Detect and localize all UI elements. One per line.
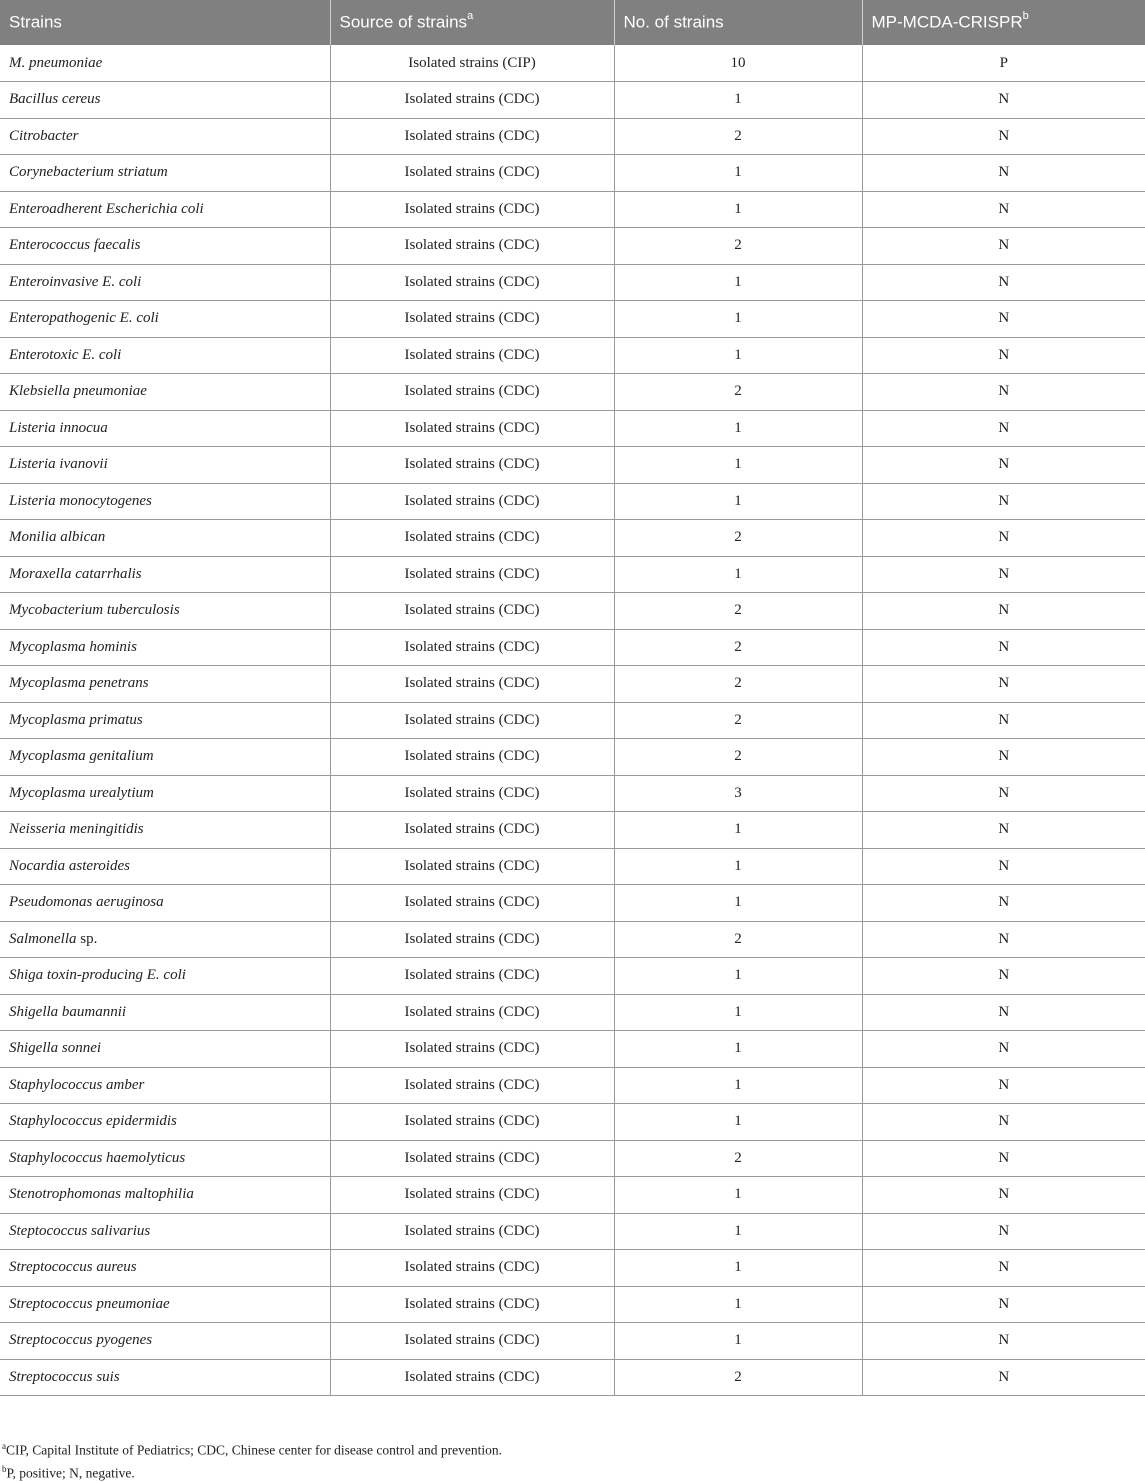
strain-name-cell: Listeria innocua <box>0 410 330 447</box>
strain-name-cell: Salmonella sp. <box>0 921 330 958</box>
source-cell: Isolated strains (CDC) <box>330 702 614 739</box>
strain-name-cell: Klebsiella pneumoniae <box>0 374 330 411</box>
strain-name-cell: Monilia albican <box>0 520 330 557</box>
count-cell: 10 <box>614 45 862 82</box>
table-row <box>0 337 1145 374</box>
count-cell: 1 <box>614 1104 862 1141</box>
strain-name-cell: Bacillus cereus <box>0 82 330 119</box>
result-cell: N <box>862 702 1145 739</box>
count-cell: 2 <box>614 118 862 155</box>
strain-name-cell: Shigella baumannii <box>0 994 330 1031</box>
result-cell: N <box>862 775 1145 812</box>
table-row <box>0 82 1145 119</box>
table-row <box>0 374 1145 411</box>
result-cell: N <box>862 921 1145 958</box>
result-cell: N <box>862 812 1145 849</box>
source-cell: Isolated strains (CDC) <box>330 593 614 630</box>
table-row <box>0 848 1145 885</box>
strain-name-cell: Listeria monocytogenes <box>0 483 330 520</box>
source-cell: Isolated strains (CDC) <box>330 264 614 301</box>
result-cell: N <box>862 1140 1145 1177</box>
source-cell: Isolated strains (CDC) <box>330 1031 614 1068</box>
count-cell: 1 <box>614 82 862 119</box>
header-source-of-strains: Source of strains$^a$ <box>330 0 614 45</box>
table-row <box>0 556 1145 593</box>
source-cell: Isolated strains (CDC) <box>330 775 614 812</box>
count-cell: 2 <box>614 593 862 630</box>
source-cell: Isolated strains (CDC) <box>330 921 614 958</box>
result-cell: N <box>862 629 1145 666</box>
result-cell: N <box>862 1213 1145 1250</box>
table-row <box>0 775 1145 812</box>
count-cell: 1 <box>614 812 862 849</box>
table-row <box>0 1213 1145 1250</box>
count-cell: 1 <box>614 155 862 192</box>
table-row <box>0 228 1145 265</box>
table-row <box>0 1177 1145 1214</box>
count-cell: 1 <box>614 1177 862 1214</box>
table-header-row <box>0 0 1145 45</box>
strain-name-cell: Enterococcus faecalis <box>0 228 330 265</box>
footnote-b: $^b$P, positive; N, negative. <box>2 1460 502 1482</box>
result-cell: N <box>862 82 1145 119</box>
source-cell: Isolated strains (CDC) <box>330 301 614 338</box>
count-cell: 1 <box>614 191 862 228</box>
source-cell: Isolated strains (CDC) <box>330 447 614 484</box>
result-cell: N <box>862 1250 1145 1287</box>
table-body <box>0 45 1145 1396</box>
strain-name-cell: Mycoplasma urealytium <box>0 775 330 812</box>
strain-name-cell: Steptococcus salivarius <box>0 1213 330 1250</box>
header-strains: Strains <box>0 0 330 45</box>
source-cell: Isolated strains (CDC) <box>330 1250 614 1287</box>
strain-name-cell: Staphylococcus haemolyticus <box>0 1140 330 1177</box>
count-cell: 2 <box>614 739 862 776</box>
table-row <box>0 812 1145 849</box>
table-row <box>0 301 1145 338</box>
source-cell: Isolated strains (CDC) <box>330 1286 614 1323</box>
table-row <box>0 666 1145 703</box>
source-cell: Isolated strains (CDC) <box>330 1359 614 1396</box>
strain-name-cell: Shiga toxin-producing E. coli <box>0 958 330 995</box>
source-cell: Isolated strains (CDC) <box>330 410 614 447</box>
count-cell: 1 <box>614 337 862 374</box>
result-cell: N <box>862 191 1145 228</box>
strain-name-cell: Staphylococcus amber <box>0 1067 330 1104</box>
count-cell: 1 <box>614 1031 862 1068</box>
table-row <box>0 1359 1145 1396</box>
result-cell: N <box>862 264 1145 301</box>
result-cell: N <box>862 739 1145 776</box>
result-cell: N <box>862 1177 1145 1214</box>
table-row <box>0 1286 1145 1323</box>
result-cell: N <box>862 1067 1145 1104</box>
count-cell: 2 <box>614 1359 862 1396</box>
strain-name-cell: M. pneumoniae <box>0 45 330 82</box>
count-cell: 1 <box>614 264 862 301</box>
strain-name-cell: Enteropathogenic E. coli <box>0 301 330 338</box>
result-cell: N <box>862 1104 1145 1141</box>
header-no-of-strains: No. of strains <box>614 0 862 45</box>
result-cell: P <box>862 45 1145 82</box>
table-row <box>0 1140 1145 1177</box>
result-cell: N <box>862 337 1145 374</box>
source-cell: Isolated strains (CDC) <box>330 994 614 1031</box>
strain-name-cell: Mycoplasma primatus <box>0 702 330 739</box>
strain-name-cell: Mycoplasma hominis <box>0 629 330 666</box>
result-cell: N <box>862 483 1145 520</box>
footnote-a: $^a$CIP, Capital Institute of Pediatrics; CDC, Chinese center for disease control and prevention. <box>2 1437 502 1460</box>
strain-name-cell: Streptococcus aureus <box>0 1250 330 1287</box>
strain-name-cell: Mycoplasma genitalium <box>0 739 330 776</box>
strain-name-cell: Enteroinvasive E. coli <box>0 264 330 301</box>
source-cell: Isolated strains (CDC) <box>330 520 614 557</box>
source-cell: Isolated strains (CDC) <box>330 666 614 703</box>
count-cell: 1 <box>614 1250 862 1287</box>
table-row <box>0 264 1145 301</box>
table-row <box>0 629 1145 666</box>
strain-name-cell: Enterotoxic E. coli <box>0 337 330 374</box>
count-cell: 2 <box>614 921 862 958</box>
strain-name-cell: Neisseria meningitidis <box>0 812 330 849</box>
result-cell: N <box>862 228 1145 265</box>
source-cell: Isolated strains (CDC) <box>330 118 614 155</box>
source-cell: Isolated strains (CDC) <box>330 155 614 192</box>
table-row <box>0 1067 1145 1104</box>
source-cell: Isolated strains (CDC) <box>330 739 614 776</box>
source-cell: Isolated strains (CDC) <box>330 1067 614 1104</box>
result-cell: N <box>862 410 1145 447</box>
count-cell: 1 <box>614 958 862 995</box>
source-cell: Isolated strains (CDC) <box>330 374 614 411</box>
strain-name-cell: Shigella sonnei <box>0 1031 330 1068</box>
count-cell: 3 <box>614 775 862 812</box>
count-cell: 1 <box>614 848 862 885</box>
count-cell: 2 <box>614 666 862 703</box>
count-cell: 1 <box>614 1323 862 1360</box>
table-row <box>0 702 1145 739</box>
table-row <box>0 1323 1145 1360</box>
source-cell: Isolated strains (CDC) <box>330 958 614 995</box>
strain-name-cell: Enteroadherent Escherichia coli <box>0 191 330 228</box>
source-cell: Isolated strains (CDC) <box>330 191 614 228</box>
source-cell: Isolated strains (CDC) <box>330 483 614 520</box>
result-cell: N <box>862 1286 1145 1323</box>
strain-name-cell: Citrobacter <box>0 118 330 155</box>
result-cell: N <box>862 301 1145 338</box>
table-row <box>0 483 1145 520</box>
strain-name-cell: Corynebacterium striatum <box>0 155 330 192</box>
table-row <box>0 593 1145 630</box>
count-cell: 1 <box>614 483 862 520</box>
count-cell: 1 <box>614 301 862 338</box>
table-row <box>0 45 1145 82</box>
table-row <box>0 994 1145 1031</box>
result-cell: N <box>862 118 1145 155</box>
strain-name-cell: Moraxella catarrhalis <box>0 556 330 593</box>
table-row <box>0 739 1145 776</box>
count-cell: 2 <box>614 629 862 666</box>
table-row <box>0 118 1145 155</box>
count-cell: 1 <box>614 994 862 1031</box>
strain-name-cell: Streptococcus suis <box>0 1359 330 1396</box>
count-cell: 2 <box>614 520 862 557</box>
strain-name-cell: Staphylococcus epidermidis <box>0 1104 330 1141</box>
count-cell: 1 <box>614 885 862 922</box>
strain-name-cell: Stenotrophomonas maltophilia <box>0 1177 330 1214</box>
header-mp-mcda-crispr: MP-MCDA-CRISPR$^b$ <box>862 0 1145 45</box>
result-cell: N <box>862 848 1145 885</box>
result-cell: N <box>862 1359 1145 1396</box>
result-cell: N <box>862 155 1145 192</box>
result-cell: N <box>862 666 1145 703</box>
strain-name-cell: Streptococcus pneumoniae <box>0 1286 330 1323</box>
source-cell: Isolated strains (CIP) <box>330 45 614 82</box>
result-cell: N <box>862 1031 1145 1068</box>
source-cell: Isolated strains (CDC) <box>330 812 614 849</box>
table-row <box>0 885 1145 922</box>
table-row <box>0 1250 1145 1287</box>
strain-name-cell: Mycobacterium tuberculosis <box>0 593 330 630</box>
strain-name-cell: Pseudomonas aeruginosa <box>0 885 330 922</box>
table-row <box>0 1104 1145 1141</box>
count-cell: 1 <box>614 1213 862 1250</box>
source-cell: Isolated strains (CDC) <box>330 1213 614 1250</box>
source-cell: Isolated strains (CDC) <box>330 629 614 666</box>
result-cell: N <box>862 593 1145 630</box>
count-cell: 1 <box>614 1286 862 1323</box>
count-cell: 2 <box>614 374 862 411</box>
result-cell: N <box>862 885 1145 922</box>
table-row <box>0 1031 1145 1068</box>
source-cell: Isolated strains (CDC) <box>330 556 614 593</box>
count-cell: 2 <box>614 228 862 265</box>
result-cell: N <box>862 556 1145 593</box>
result-cell: N <box>862 520 1145 557</box>
result-cell: N <box>862 994 1145 1031</box>
result-cell: N <box>862 1323 1145 1360</box>
source-cell: Isolated strains (CDC) <box>330 885 614 922</box>
strain-name-cell: Streptococcus pyogenes <box>0 1323 330 1360</box>
source-cell: Isolated strains (CDC) <box>330 1323 614 1360</box>
count-cell: 2 <box>614 702 862 739</box>
source-cell: Isolated strains (CDC) <box>330 228 614 265</box>
result-cell: N <box>862 958 1145 995</box>
source-cell: Isolated strains (CDC) <box>330 1104 614 1141</box>
table-row <box>0 191 1145 228</box>
source-cell: Isolated strains (CDC) <box>330 1177 614 1214</box>
count-cell: 1 <box>614 556 862 593</box>
count-cell: 1 <box>614 410 862 447</box>
strain-name-cell: Listeria ivanovii <box>0 447 330 484</box>
table-row <box>0 410 1145 447</box>
table-row <box>0 155 1145 192</box>
strain-name-cell: Nocardia asteroides <box>0 848 330 885</box>
count-cell: 1 <box>614 1067 862 1104</box>
table-row <box>0 921 1145 958</box>
count-cell: 1 <box>614 447 862 484</box>
table-footnotes <box>2 1437 502 1482</box>
table-row <box>0 520 1145 557</box>
strain-name-cell: Mycoplasma penetrans <box>0 666 330 703</box>
result-cell: N <box>862 447 1145 484</box>
result-cell: N <box>862 374 1145 411</box>
table-row <box>0 958 1145 995</box>
source-cell: Isolated strains (CDC) <box>330 337 614 374</box>
source-cell: Isolated strains (CDC) <box>330 82 614 119</box>
count-cell: 2 <box>614 1140 862 1177</box>
table-row <box>0 447 1145 484</box>
source-cell: Isolated strains (CDC) <box>330 848 614 885</box>
source-cell: Isolated strains (CDC) <box>330 1140 614 1177</box>
